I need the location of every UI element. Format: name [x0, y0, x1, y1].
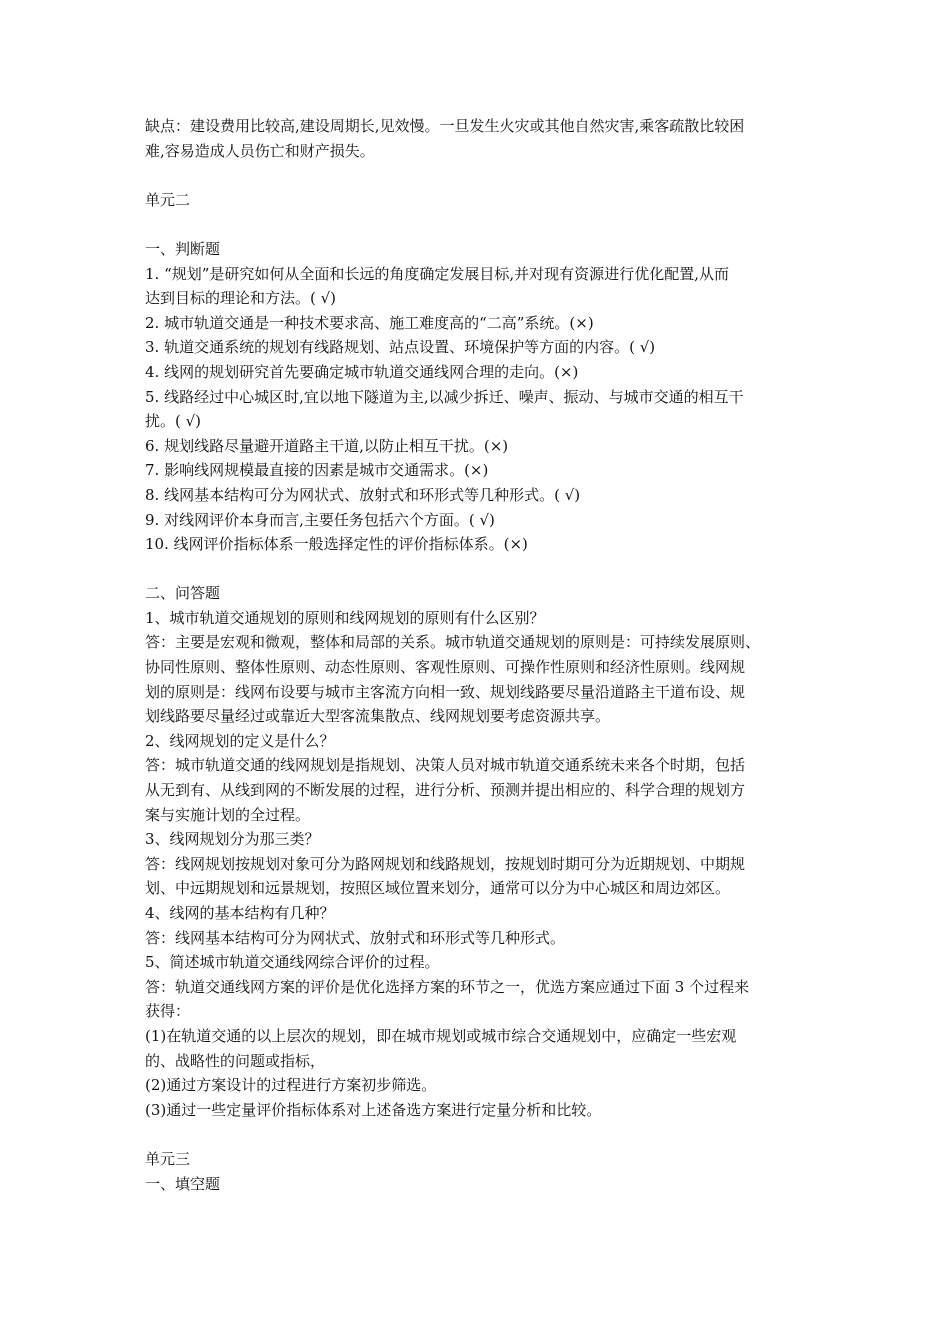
- text-line: 1. “规划”是研究如何从全面和长远的角度确定发展目标,并对现有资源进行优化配置,从而: [145, 264, 729, 283]
- text-line: 10. 线网评价指标体系一般选择定性的评价指标体系。(×): [145, 535, 528, 554]
- text-line: 划线路要尽量经过或靠近大型客流集散点、线网规划要考虑资源共享。: [145, 707, 611, 726]
- text-line: 3. 轨道交通系统的规划有线路规划、站点设置、环境保护等方面的内容。( √): [145, 338, 656, 357]
- text-line: 答：线网规划按规划对象可分为路网规划和线路规划，按规划时期可分为近期规划、中期规: [145, 854, 746, 873]
- text-line: 的、战略性的问题或指标，: [145, 1051, 326, 1070]
- blank-line: [145, 163, 810, 188]
- text-line: 答：主要是宏观和微观，整体和局部的关系。城市轨道交通规划的原则是：可持续发展原则、: [145, 633, 761, 652]
- text-line: 协同性原则、整体性原则、动态性原则、客观性原则、可操作性原则和经济性原则。线网规: [145, 658, 746, 677]
- text-line: 1、城市轨道交通规划的原则和线网规划的原则有什么区别？: [145, 608, 545, 627]
- section-heading: 单元三: [145, 1149, 191, 1168]
- text-line: 2. 城市轨道交通是一种技术要求高、施工难度高的“二高”系统。(×): [145, 313, 594, 332]
- blank-line: [145, 1122, 810, 1147]
- text-line: 从无到有、从线到网的不断发展的过程，进行分析、预测并提出相应的、科学合理的规划方: [145, 781, 746, 800]
- text-line: 5、简述城市轨道交通线网综合评价的过程。: [145, 953, 440, 972]
- section-heading: 单元二: [145, 190, 191, 209]
- blank-line: [145, 557, 810, 582]
- text-line: 答：城市轨道交通的线网规划是指规划、决策人员对城市轨道交通系统未来各个时期，包括: [145, 756, 746, 775]
- text-line: 9. 对线网评价本身而言,主要任务包括六个方面。( √): [145, 510, 495, 529]
- blank-line: [145, 212, 810, 237]
- text-line: 划、中远期规划和远景规划，按照区域位置来划分，通常可以分为中心城区和周边郊区。: [145, 879, 731, 898]
- text-line: 达到目标的理论和方法。( √): [145, 289, 337, 308]
- text-line: 3、线网规划分为那三类？: [145, 830, 320, 849]
- text-line: 8. 线网基本结构可分为网状式、放射式和环形式等几种形式。( √): [145, 485, 581, 504]
- text-line: 答：轨道交通线网方案的评价是优化选择方案的环节之一，优选方案应通过下面 3 个过程来: [145, 977, 750, 996]
- text-line: (1)在轨道交通的以上层次的规划，即在城市规划或城市综合交通规划中，应确定一些宏观: [145, 1026, 737, 1045]
- text-line: (2)通过方案设计的过程进行方案初步筛选。: [145, 1076, 437, 1095]
- document-page: [145, 114, 810, 1196]
- text-line: 4、线网的基本结构有几种？: [145, 904, 335, 922]
- text-line: 案与实施计划的全过程。: [145, 805, 311, 824]
- text-line: 难,容易造成人员伤亡和财产损失。: [145, 141, 375, 160]
- text-line: 6. 规划线路尽量避开道路主干道,以防止相互干扰。(×): [145, 436, 509, 455]
- text-line: 2、线网规划的定义是什么？: [145, 731, 335, 750]
- subsection-heading: 一、判断题: [145, 239, 221, 258]
- text-line: 4. 线网的规划研究首先要确定城市轨道交通线网合理的走向。(×): [145, 362, 579, 381]
- text-line: 缺点：建设费用比较高,建设周期长,见效慢。一旦发生火灾或其他自然灾害,乘客疏散比较困: [145, 117, 745, 135]
- subsection-heading: 二、问答题: [145, 584, 221, 603]
- text-line: (3)通过一些定量评价指标体系对上述备选方案进行定量分析和比较。: [145, 1100, 602, 1119]
- text-line: 7. 影响线网规模最直接的因素是城市交通需求。(×): [145, 461, 489, 480]
- text-line: 获得：: [145, 1002, 191, 1021]
- subsection-heading: 一、填空题: [145, 1174, 221, 1193]
- text-line: 答：线网基本结构可分为网状式、放射式和环形式等几种形式。: [145, 928, 566, 947]
- text-line: 扰。( √): [145, 412, 202, 431]
- text-line: 5. 线路经过中心城区时,宜以地下隧道为主,以减少拆迁、噪声、振动、与城市交通的相互干: [145, 387, 744, 406]
- text-line: 划的原则是：线网布设要与城市主客流方向相一致、规划线路要尽量沿道路主干道布设、规: [145, 682, 746, 701]
